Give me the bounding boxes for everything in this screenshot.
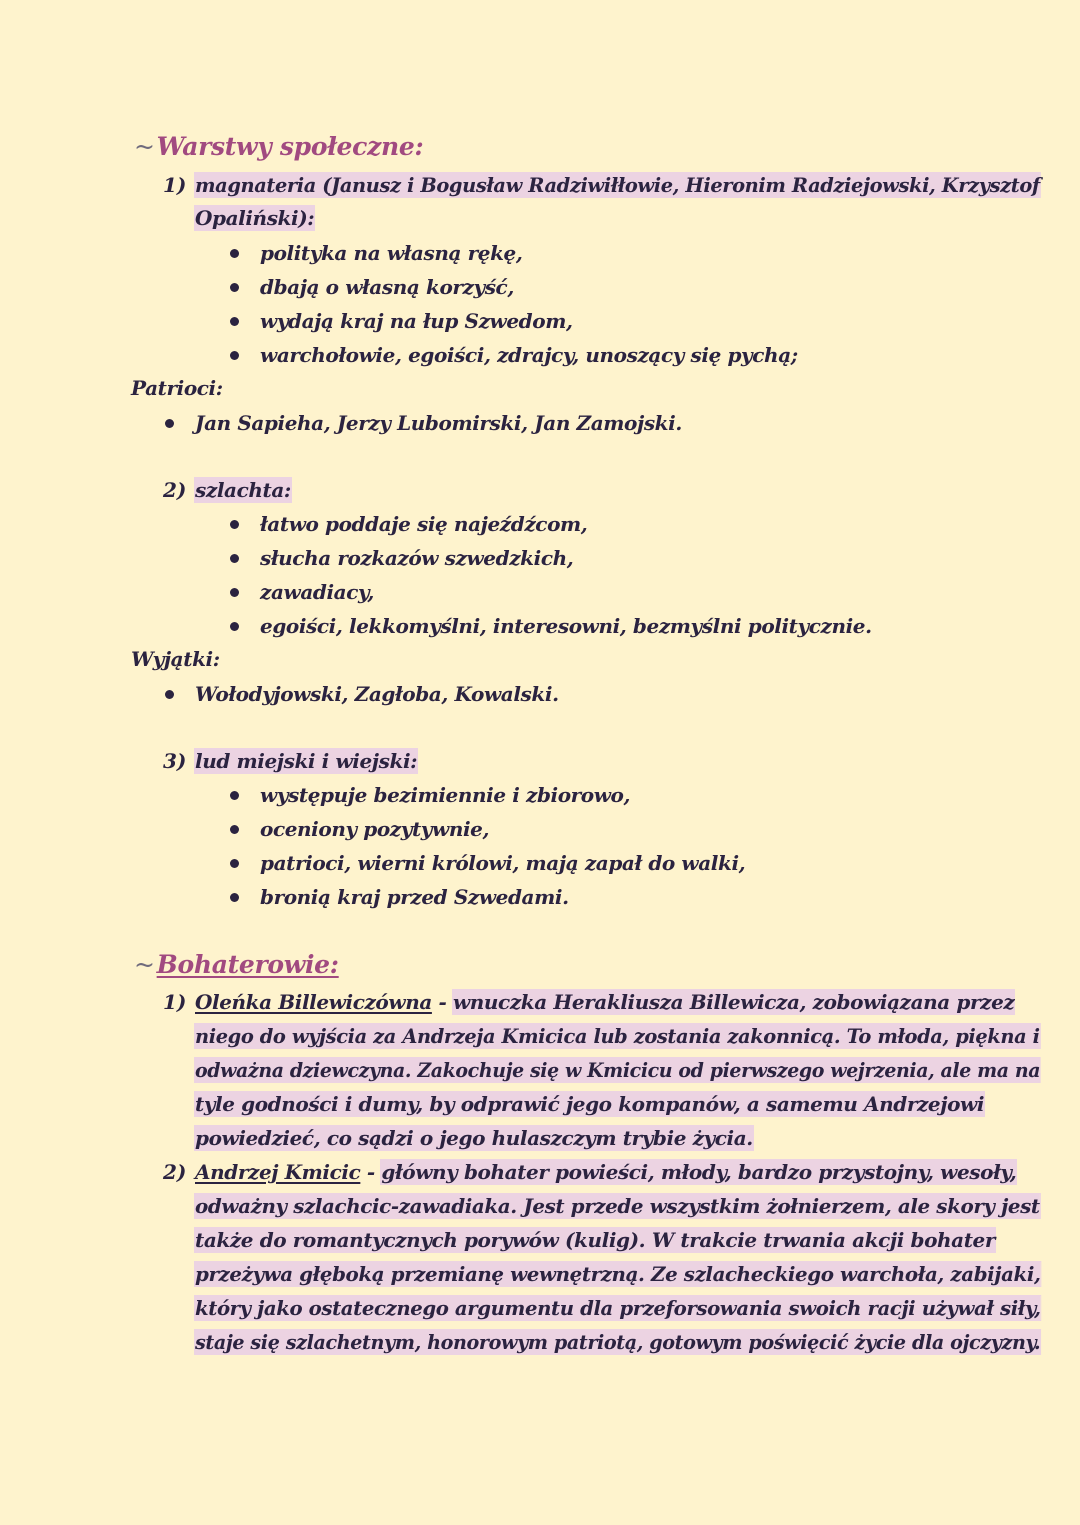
kmicic-line: odważny szlachcic-zawadiaka. Jest przede wszystkim żołnierzem, ale skory jest: [195, 1194, 1040, 1218]
nobility-item: zawadiacy,: [260, 580, 374, 604]
nobility-item: egoiści, lekkomyślni, interesowni, bezmyślni politycznie.: [260, 614, 872, 638]
section-title-heroes: Bohaterowie:: [156, 950, 339, 979]
bullet-icon: [165, 690, 174, 699]
people-item: patrioci, wierni królowi, mają zapał do walki,: [260, 851, 746, 875]
kmicic-name: Andrzej Kmicic: [195, 1160, 361, 1184]
magnates-item: dbają o własną korzyść,: [260, 275, 514, 299]
bullet-icon: [230, 351, 239, 360]
section-title-social: Warstwy społeczne:: [156, 132, 424, 161]
section-heading-heroes: [134, 950, 339, 980]
bullet-icon: [230, 791, 239, 800]
list-number: 1): [163, 173, 187, 197]
olenka-line: niego do wyjścia za Andrzeja Kmicica lub zostania zakonnicą. To młoda, piękna i: [195, 1024, 1040, 1048]
tilde-mark: ~: [134, 132, 155, 161]
magnates-item: polityka na własną rękę,: [260, 241, 523, 265]
magnates-item: warchołowie, egoiści, zdrajcy, unoszący się pychą;: [260, 343, 798, 367]
patriots-label: Patrioci:: [131, 376, 223, 400]
exceptions-item: Wołodyjowski, Zagłoba, Kowalski.: [195, 682, 559, 706]
bullet-icon: [230, 893, 239, 902]
magnates-item: wydają kraj na łup Szwedom,: [260, 309, 573, 333]
bullet-icon: [230, 520, 239, 529]
nobility-label: szlachta:: [195, 478, 291, 502]
olenka-line: powiedzieć, co sądzi o jego hulaszczym trybie życia.: [195, 1126, 753, 1150]
people-item: oceniony pozytywnie,: [260, 817, 490, 841]
kmicic-line: przeżywa głęboką przemianę wewnętrzną. Ze szlacheckiego warchoła, zabijaki,: [195, 1262, 1041, 1286]
bullet-icon: [230, 825, 239, 834]
kmicic-line: także do romantycznych porywów (kulig). W trakcie trwania akcji bohater: [195, 1228, 996, 1252]
list-number: 2): [163, 478, 187, 502]
kmicic-line: staje się szlachetnym, honorowym patriotą, gotowym poświęcić życie dla ojczyzny.: [195, 1330, 1041, 1354]
bullet-icon: [230, 622, 239, 631]
tilde-mark: ~: [134, 950, 155, 979]
nobility-item: słucha rozkazów szwedzkich,: [260, 546, 574, 570]
kmicic-line: który jako ostatecznego argumentu dla przeforsowania swoich racji używał siły,: [195, 1296, 1041, 1320]
magnates-line-1: magnateria (Janusz i Bogusław Radziwiłłowie, Hieronim Radziejowski, Krzysztof: [195, 173, 1040, 197]
bullet-icon: [165, 419, 174, 428]
olenka-line-1: Oleńka Billewiczówna - wnuczka Herakliusza Billewicza, zobowiązana przez: [195, 990, 1015, 1014]
section-heading-social: [134, 132, 423, 162]
bullet-icon: [230, 249, 239, 258]
bullet-icon: [230, 859, 239, 868]
bullet-icon: [230, 554, 239, 563]
olenka-name: Oleńka Billewiczówna: [195, 990, 432, 1014]
list-number: 3): [163, 749, 187, 773]
magnates-line-2: Opaliński):: [195, 206, 315, 230]
nobility-item: łatwo poddaje się najeźdźcom,: [260, 512, 588, 536]
people-label: lud miejski i wiejski:: [195, 749, 418, 773]
people-item: występuje bezimiennie i zbiorowo,: [260, 783, 631, 807]
list-number: 2): [163, 1160, 187, 1184]
patriots-item: Jan Sapieha, Jerzy Lubomirski, Jan Zamojski.: [195, 411, 682, 435]
kmicic-line-1: Andrzej Kmicic - główny bohater powieści, młody, bardzo przystojny, wesoły,: [195, 1160, 1017, 1184]
bullet-icon: [230, 283, 239, 292]
list-number: 1): [163, 990, 187, 1014]
exceptions-label: Wyjątki:: [131, 647, 220, 671]
people-item: bronią kraj przed Szwedami.: [260, 885, 569, 909]
olenka-line: tyle godności i dumy, by odprawić jego kompanów, a samemu Andrzejowi: [195, 1092, 985, 1116]
bullet-icon: [230, 588, 239, 597]
bullet-icon: [230, 317, 239, 326]
olenka-line: odważna dziewczyna. Zakochuje się w Kmicicu od pierwszego wejrzenia, ale ma na: [195, 1058, 1041, 1082]
